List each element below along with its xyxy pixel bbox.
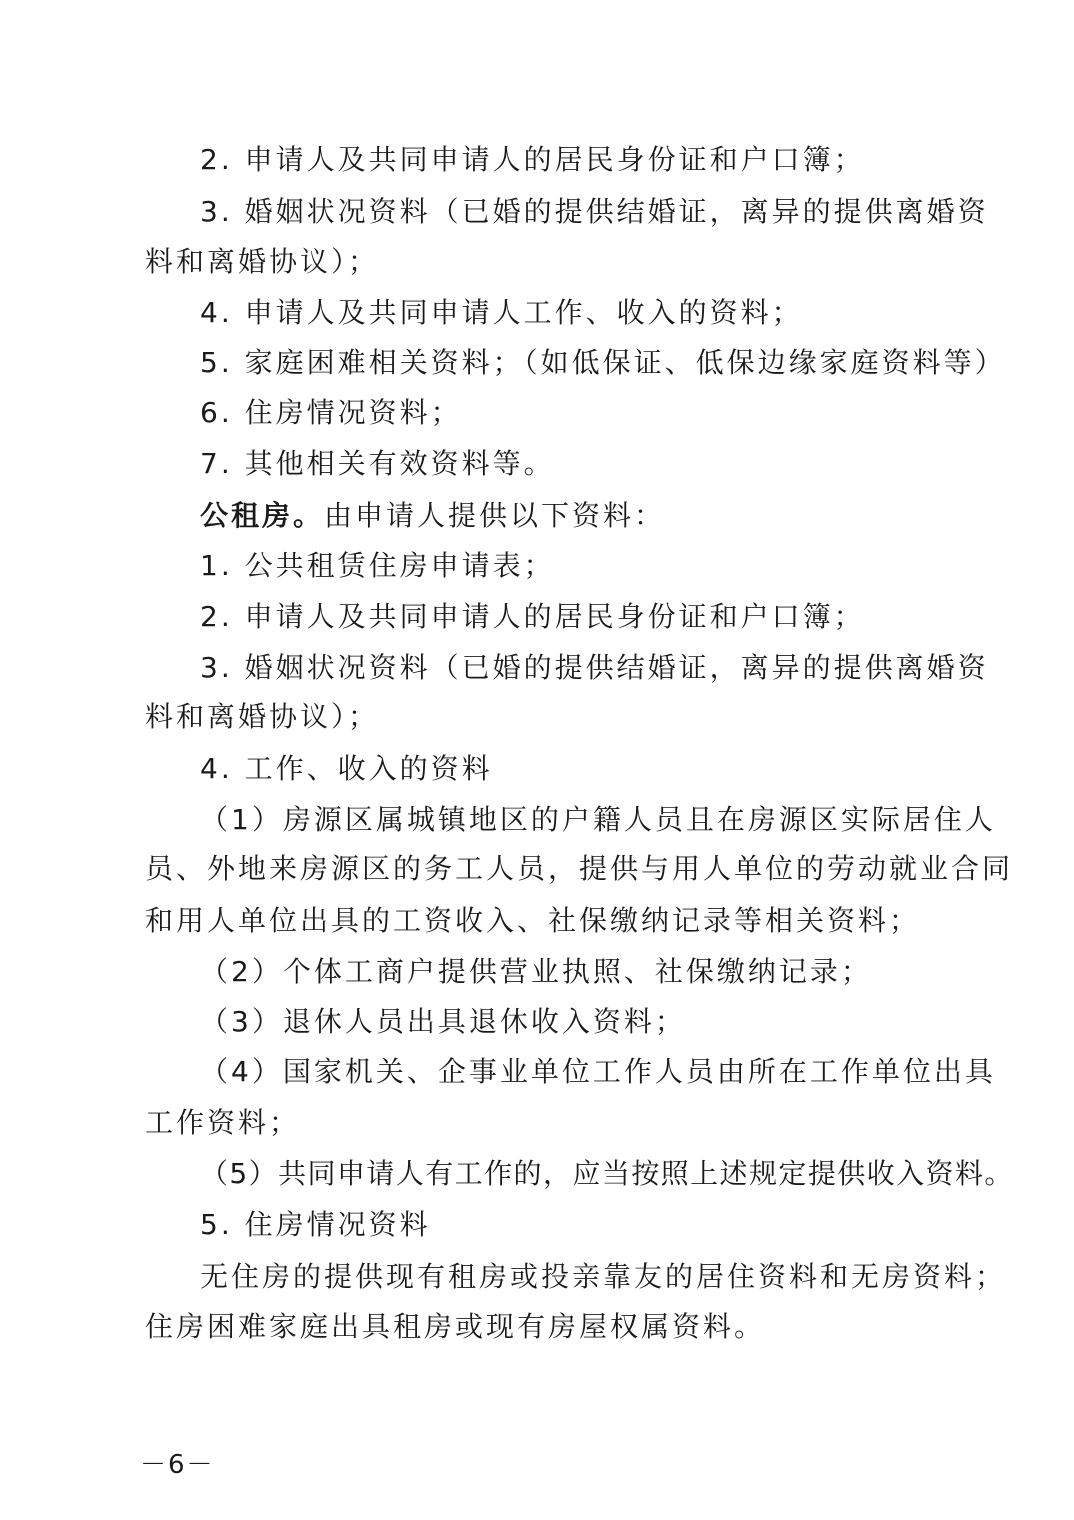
sub-item: （5）共同申请人有工作的，应当按照上述规定提供收入资料。 bbox=[200, 1157, 1014, 1190]
paragraph: 无住房的提供现有租房或投亲靠友的居住资料和无房资料； bbox=[200, 1260, 1007, 1293]
list-item: 5. 住房情况资料 bbox=[200, 1208, 431, 1241]
list-item: 3. 婚姻状况资料（已婚的提供结婚证，离异的提供离婚资 bbox=[200, 651, 989, 684]
sub-item: （4）国家机关、企事业单位工作人员由所在工作单位出具 bbox=[200, 1055, 996, 1088]
list-item: 3. 婚姻状况资料（已婚的提供结婚证，离异的提供离婚资 bbox=[200, 195, 989, 228]
paragraph-continuation: 住房困难家庭出具租房或现有房屋权属资料。 bbox=[145, 1310, 766, 1343]
list-item: 2. 申请人及共同申请人的居民身份证和户口簿； bbox=[200, 143, 865, 176]
list-item: 2. 申请人及共同申请人的居民身份证和户口簿； bbox=[200, 600, 865, 633]
list-item: 4. 申请人及共同申请人工作、收入的资料； bbox=[200, 296, 803, 329]
list-item: 5. 家庭困难相关资料；（如低保证、低保边缘家庭资料等） bbox=[200, 346, 1006, 379]
list-item: 4. 工作、收入的资料 bbox=[200, 752, 493, 785]
sub-item: （2）个体工商户提供营业执照、社保缴纳记录； bbox=[200, 955, 872, 988]
sub-item: （1）房源区属城镇地区的户籍人员且在房源区实际居住人 bbox=[200, 803, 996, 836]
section-heading-term: 公租房。 bbox=[200, 499, 325, 532]
sub-item-continuation: 工作资料； bbox=[145, 1106, 301, 1139]
sub-item-continuation: 和用人单位出具的工资收入、社保缴纳记录等相关资料； bbox=[145, 904, 921, 937]
section-heading-text: 由申请人提供以下资料： bbox=[324, 499, 666, 532]
sub-item: （3）退休人员出具退休收入资料； bbox=[200, 1005, 686, 1038]
list-item: 1. 公共租赁住房申请表； bbox=[200, 549, 555, 582]
page-number: －6－ bbox=[140, 1450, 215, 1480]
list-item: 6. 住房情况资料； bbox=[200, 396, 462, 429]
list-item-continuation: 料和离婚协议）； bbox=[145, 245, 380, 278]
list-item-continuation: 料和离婚协议）； bbox=[145, 700, 380, 733]
sub-item-continuation: 员、外地来房源区的务工人员，提供与用人单位的劳动就业合同 bbox=[145, 852, 1014, 885]
section-heading bbox=[200, 499, 665, 533]
list-item: 7. 其他相关有效资料等。 bbox=[200, 447, 555, 480]
